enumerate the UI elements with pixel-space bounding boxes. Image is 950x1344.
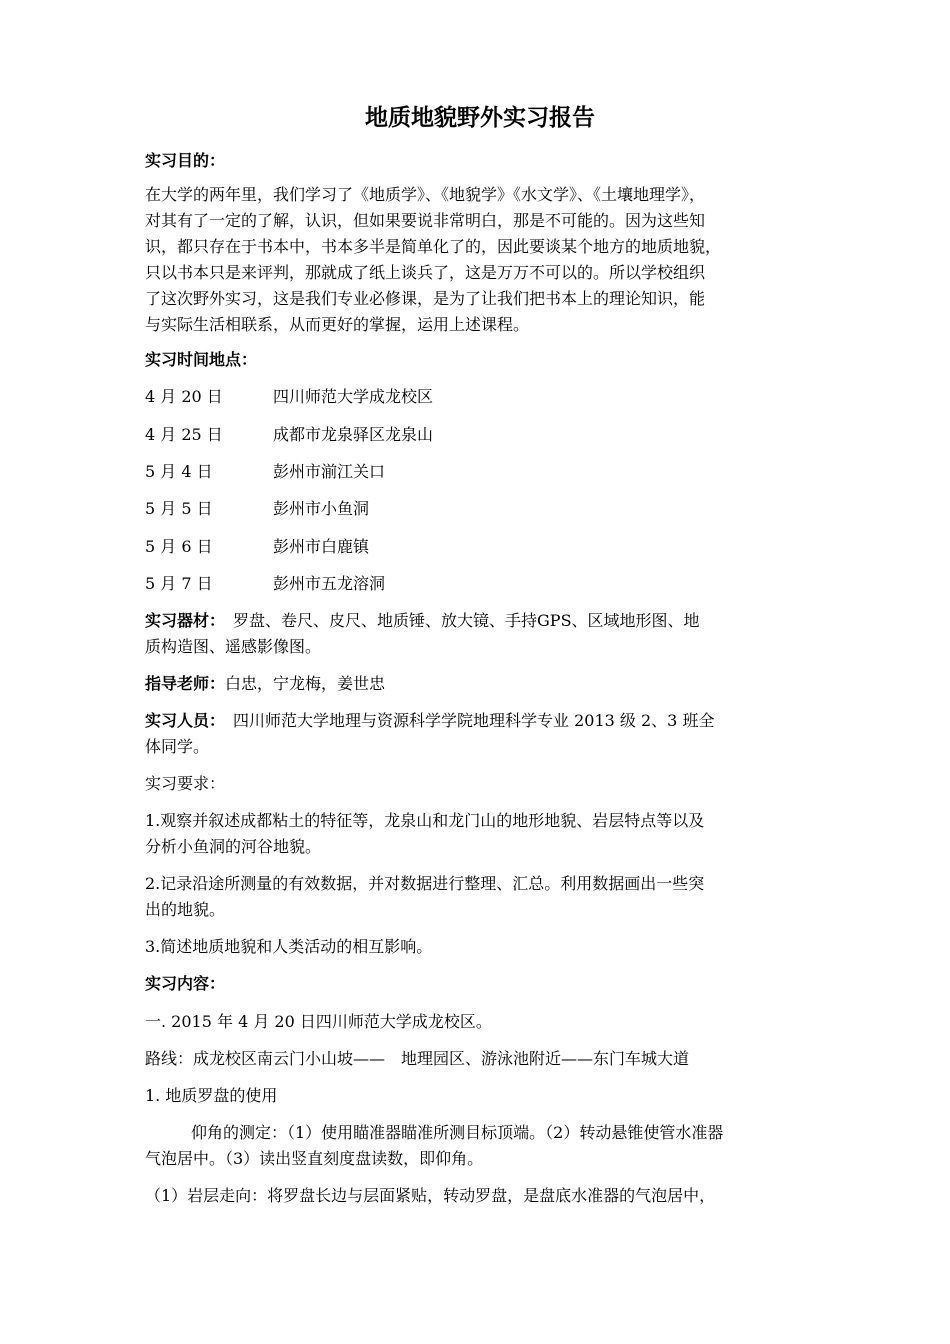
teachers-label: 指导老师： xyxy=(145,674,226,693)
content-section-title: 一. 2015 年 4 月 20 日四川师范大学成龙校区。 xyxy=(145,1012,492,1031)
content-item-title: 1. 地质罗盘的使用 xyxy=(145,1086,278,1105)
schedule-place: 彭州市小鱼洞 xyxy=(273,499,370,518)
content-heading: 实习内容： xyxy=(145,974,226,993)
schedule-place: 彭州市五龙溶洞 xyxy=(273,574,386,593)
purpose-line: 了这次野外实习，这是我们专业必修课，是为了让我们把书本上的理论知识，能 xyxy=(145,289,706,308)
schedule-place: 成都市龙泉驿区龙泉山 xyxy=(273,425,434,444)
equipment-line xyxy=(145,610,700,632)
schedule-row xyxy=(145,498,369,520)
purpose-line: 识，都只存在于书本中，书本多半是简单化了的，因此要谈某个地方的地质地貌， xyxy=(145,237,722,256)
personnel-line: 体同学。 xyxy=(145,737,210,756)
personnel-line xyxy=(145,710,714,732)
requirements-heading: 实习要求： xyxy=(145,774,226,793)
requirement-item: 3.简述地质地貌和人类活动的相互影响。 xyxy=(145,937,433,956)
schedule-place: 四川师范大学成龙校区 xyxy=(273,387,434,406)
schedule-date: 4 月 25 日 xyxy=(145,425,223,444)
equipment-label: 实习器材： xyxy=(145,611,218,630)
schedule-place: 彭州市白鹿镇 xyxy=(273,537,370,556)
schedule-row xyxy=(145,424,433,446)
requirement-item: 1.观察并叙述成都粘土的特征等，龙泉山和龙门山的地形地貌、岩层特点等以及 xyxy=(145,811,705,830)
purpose-line: 只以书本只是来评判，那就成了纸上谈兵了，这是万万不可以的。所以学校组织 xyxy=(145,263,706,282)
content-paragraph: 气泡居中。（3）读出竖直刻度盘读数，即仰角。 xyxy=(145,1149,484,1168)
requirement-item: 分析小鱼洞的河谷地貌。 xyxy=(145,837,322,856)
teachers-line xyxy=(145,673,385,695)
purpose-line: 对其有了一定的了解，认识，但如果要说非常明白，那是不可能的。因为这些知 xyxy=(145,211,706,230)
purpose-heading: 实习目的： xyxy=(145,151,226,170)
requirement-item: 2.记录沿途所测量的有效数据，并对数据进行整理、汇总。利用数据画出一些突 xyxy=(145,874,705,893)
purpose-line: 与实际生活相联系，从而更好的掌握，运用上述课程。 xyxy=(145,315,530,334)
content-paragraph: （1）岩层走向：将罗盘长边与层面紧贴，转动罗盘，是盘底水准器的气泡居中， xyxy=(145,1186,716,1205)
schedule-date: 4 月 20 日 xyxy=(145,387,223,406)
schedule-row xyxy=(145,461,385,483)
purpose-line: 在大学的两年里，我们学习了《地质学》、《地貌学》《水文学》、《土壤地理学》， xyxy=(145,185,706,204)
personnel-value: 四川师范大学地理与资源科学学院地理科学专业 2013 级 2、3 班全 xyxy=(217,711,715,730)
requirement-item: 出的地貌。 xyxy=(145,900,226,919)
equipment-value: 罗盘、卷尺、皮尺、地质锤、放大镜、手持GPS、区域地形图、地 xyxy=(217,611,700,630)
personnel-label: 实习人员： xyxy=(145,711,218,730)
schedule-date: 5 月 4 日 xyxy=(145,462,213,481)
schedule-row xyxy=(145,573,385,595)
schedule-place: 彭州市湔江关口 xyxy=(273,462,386,481)
schedule-row xyxy=(145,386,433,408)
schedule-row xyxy=(145,536,369,558)
schedule-date: 5 月 7 日 xyxy=(145,574,213,593)
schedule-heading: 实习时间地点： xyxy=(145,350,258,369)
equipment-line: 质构造图、遥感影像图。 xyxy=(145,637,322,656)
schedule-date: 5 月 6 日 xyxy=(145,537,213,556)
content-route: 路线：成龙校区南云门小山坡—— 地理园区、游泳池附近——东门车城大道 xyxy=(145,1049,690,1068)
document-title: 地质地貌野外实习报告 xyxy=(365,105,595,131)
content-paragraph: 仰角的测定：（1）使用瞄准器瞄准所测目标顶端。（2）转动悬锥使管水准器 xyxy=(191,1123,724,1142)
schedule-date: 5 月 5 日 xyxy=(145,499,213,518)
teachers-value: 白忠，宁龙梅，姜世忠 xyxy=(225,674,386,693)
